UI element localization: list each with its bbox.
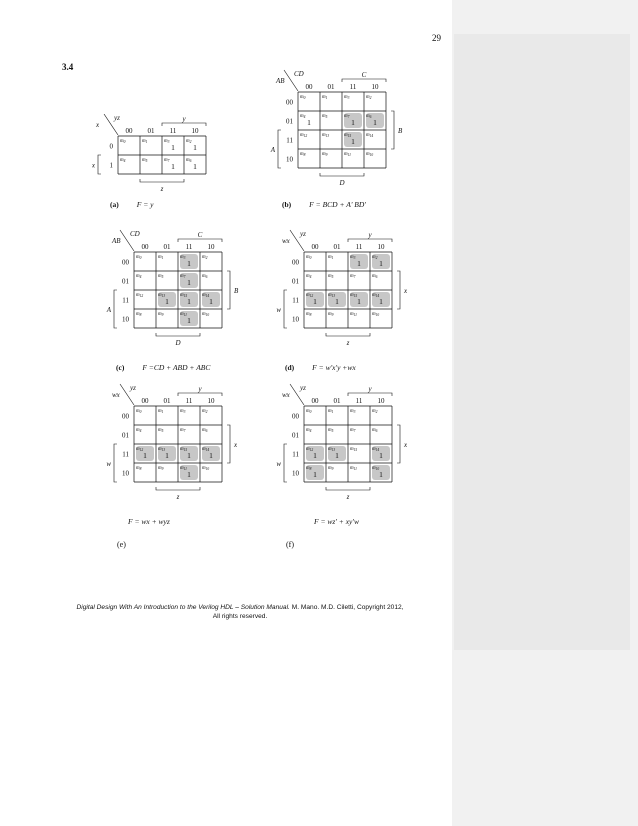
caption-d (285, 363, 356, 372)
kmap-col-header: 00 (311, 243, 319, 251)
kmap-top-brace-label: C (361, 71, 367, 79)
kmap-cell-value: 1 (171, 143, 175, 152)
kmap-col-header: 01 (333, 243, 341, 251)
kmap-cell-value: 1 (351, 118, 355, 127)
kmap-col-header: 00 (141, 397, 149, 405)
kmap-cell-value: 1 (143, 451, 147, 460)
kmap-minterm-label: $m_{15}$ (180, 293, 188, 299)
kmap-row-var: wx (282, 391, 290, 399)
kmap-row-header: 10 (122, 315, 129, 324)
kmap-minterm-label: $m_0$ (136, 409, 142, 415)
kmap-col-header: 00 (305, 83, 313, 91)
kmap-row-header: 00 (122, 258, 129, 267)
kmap-minterm-label: $m_0$ (300, 95, 306, 101)
kmap-minterm-label: $m_{10}$ (202, 466, 210, 472)
footer-authors: M. Mano. M.D. Ciletti, Copyright 2012, (289, 604, 404, 611)
kmap-cell-value: 1 (171, 162, 175, 171)
kmap-cell-value: 1 (209, 297, 213, 306)
kmap-bottom-brace (326, 333, 370, 336)
kmap-minterm-label: $m_5$ (328, 274, 334, 280)
kmap-col-var: CD (294, 70, 304, 78)
kmap-minterm-label: $m_2$ (186, 139, 192, 145)
kmap-cell-value: 1 (351, 137, 355, 146)
kmap-row-header: 10 (286, 155, 293, 164)
kmap-right-brace (227, 271, 230, 309)
kmap-right-brace (397, 271, 400, 309)
kmap-col-header: 01 (163, 397, 171, 405)
kmap-minterm-label: $m_8$ (136, 312, 142, 318)
kmap-minterm-label: $m_7$ (180, 274, 186, 280)
kmap-col-header: 10 (207, 243, 215, 251)
kmap-minterm-label: $m_{13}$ (328, 293, 336, 299)
kmap-minterm-label: $m_{11}$ (180, 312, 187, 318)
kmap-row-header: 11 (286, 136, 293, 145)
kmap-minterm-label: $m_5$ (322, 114, 328, 120)
caption-b-label: (b) (282, 200, 292, 209)
kmap-top-brace (342, 79, 386, 82)
kmap-f (268, 382, 418, 514)
kmap-minterm-label: $m_9$ (322, 152, 328, 158)
kmap-top-brace-label: y (182, 115, 186, 123)
kmap-row-var: x (96, 121, 100, 129)
kmap-minterm-label: $m_{10}$ (372, 312, 380, 318)
kmap-minterm-label: $m_7$ (164, 158, 170, 164)
kmap-cell-value: 1 (379, 297, 383, 306)
kmap-row-header: 10 (122, 469, 129, 478)
kmap-cell-value: 1 (335, 451, 339, 460)
kmap-cell-value: 1 (193, 162, 197, 171)
kmap-b (262, 68, 412, 200)
kmap-bottom-brace (140, 179, 184, 182)
kmap-minterm-label: $m_{12}$ (136, 447, 144, 453)
kmap-minterm-label: $m_2$ (366, 95, 372, 101)
kmap-minterm-label: $m_{10}$ (202, 312, 210, 318)
kmap-minterm-label: $m_1$ (328, 409, 334, 415)
kmap-row-header: 1 (109, 161, 113, 170)
kmap-cell-value: 1 (335, 297, 339, 306)
footer-rights: All rights reserved. (212, 613, 268, 620)
kmap-row-header: 11 (292, 296, 299, 305)
kmap-minterm-label: $m_1$ (322, 95, 328, 101)
kmap-bottom-brace (156, 333, 200, 336)
kmap-bottom-brace-label: z (346, 493, 350, 501)
kmap-col-var: yz (130, 384, 136, 392)
kmap-row-var: AB (276, 77, 285, 85)
kmap-cell-value: 1 (187, 278, 191, 287)
kmap-minterm-label: $m_6$ (372, 274, 378, 280)
kmap-e (98, 382, 248, 514)
caption-c (116, 363, 210, 372)
kmap-col-header: 11 (349, 83, 357, 91)
kmap-minterm-label: $m_{12}$ (306, 447, 314, 453)
kmap-minterm-label: $m_1$ (142, 139, 148, 145)
kmap-left-brace-label: w (276, 460, 281, 468)
kmap-bottom-brace-label: D (175, 339, 181, 347)
kmap-cell-value: 1 (373, 118, 377, 127)
kmap-col-header: 01 (163, 243, 171, 251)
kmap-minterm-label: $m_{14}$ (372, 293, 380, 299)
kmap-bottom-brace (326, 487, 370, 490)
kmap-minterm-label: $m_{13}$ (328, 447, 336, 453)
kmap-col-header: 11 (185, 397, 193, 405)
caption-a-label: (a) (110, 200, 119, 209)
kmap-col-var: yz (300, 230, 306, 238)
kmap-col-header: 01 (333, 397, 341, 405)
kmap-minterm-label: $m_3$ (350, 409, 356, 415)
comment-balloon[interactable] (454, 34, 630, 650)
kmap-minterm-label: $m_{13}$ (158, 447, 166, 453)
kmap-minterm-label: $m_{11}$ (344, 152, 351, 158)
comment-sidebar (452, 0, 638, 826)
kmap-row-header: 00 (292, 412, 299, 421)
kmap-bottom-brace-label: D (339, 179, 345, 187)
kmap-minterm-label: $m_8$ (306, 312, 312, 318)
kmap-left-brace-label: w (276, 306, 281, 314)
kmap-minterm-label: $m_{13}$ (158, 293, 166, 299)
caption-a-function: F = y (136, 200, 154, 209)
kmap-top-brace-label: y (368, 231, 372, 239)
kmap-minterm-label: $m_6$ (186, 158, 192, 164)
kmap-cell-value: 1 (307, 118, 311, 127)
kmap-row-var: wx (282, 237, 290, 245)
kmap-cell-value: 1 (313, 451, 317, 460)
kmap-row-header: 01 (292, 277, 299, 286)
kmap-col-header: 00 (125, 127, 133, 135)
kmap-cell-value: 1 (187, 470, 191, 479)
kmap-cell-value: 1 (313, 470, 317, 479)
kmap-row-header: 01 (292, 431, 299, 440)
kmap-left-brace-label: A (270, 146, 275, 154)
kmap-minterm-label: $m_2$ (372, 255, 378, 261)
kmap-top-brace (162, 123, 206, 126)
kmap-cell-value: 1 (209, 451, 213, 460)
kmap-minterm-label: $m_{12}$ (306, 293, 314, 299)
kmap-minterm-label: $m_0$ (136, 255, 142, 261)
kmap-minterm-label: $m_4$ (306, 274, 312, 280)
kmap-top-brace-label: y (368, 385, 372, 393)
kmap-top-brace (178, 393, 222, 396)
kmap-minterm-label: $m_0$ (120, 139, 126, 145)
kmap-minterm-label: $m_4$ (306, 428, 312, 434)
caption-f-function-text: F = wz' + xy'w (314, 517, 359, 526)
kmap-minterm-label: $m_{10}$ (372, 466, 380, 472)
kmap-minterm-label: $m_4$ (300, 114, 306, 120)
kmap-minterm-label: $m_{15}$ (344, 133, 352, 139)
kmap-minterm-label: $m_9$ (158, 312, 164, 318)
kmap-minterm-label: $m_1$ (158, 255, 164, 261)
kmap-col-header: 10 (377, 243, 385, 251)
kmap-left-brace (284, 290, 287, 328)
kmap-col-header: 11 (185, 243, 193, 251)
kmap-a (92, 114, 222, 200)
kmap-minterm-label: $m_4$ (136, 274, 142, 280)
kmap-left-brace-label: x (92, 161, 95, 170)
kmap-row-header: 10 (292, 469, 299, 478)
kmap-minterm-label: $m_7$ (180, 428, 186, 434)
kmap-minterm-label: $m_5$ (158, 274, 164, 280)
kmap-row-header: 11 (122, 450, 129, 459)
kmap-row-header: 11 (122, 296, 129, 305)
kmap-col-header: 01 (147, 127, 155, 135)
kmap-col-header: 11 (355, 243, 363, 251)
kmap-minterm-label: $m_0$ (306, 409, 312, 415)
kmap-bottom-brace-label: z (176, 493, 180, 501)
kmap-right-brace-label: x (234, 441, 238, 449)
kmap-d (268, 228, 418, 360)
kmap-minterm-label: $m_{12}$ (136, 293, 144, 299)
caption-e-label: (e) (117, 540, 126, 549)
kmap-minterm-label: $m_6$ (202, 428, 208, 434)
kmap-cell-value: 1 (187, 316, 191, 325)
kmap-cell-value: 1 (165, 297, 169, 306)
kmap-right-brace (227, 425, 230, 463)
kmap-right-brace (391, 111, 394, 149)
kmap-minterm-label: $m_2$ (202, 255, 208, 261)
kmap-left-brace-label: w (106, 460, 111, 468)
kmap-col-var: CD (130, 230, 140, 238)
kmap-cell-value: 1 (379, 470, 383, 479)
kmap-col-header: 10 (191, 127, 199, 135)
kmap-top-brace (348, 393, 392, 396)
kmap-row-header: 01 (122, 431, 129, 440)
kmap-minterm-label: $m_2$ (202, 409, 208, 415)
kmap-minterm-label: $m_8$ (300, 152, 306, 158)
caption-e-function-text: F = wx + wyz (128, 517, 170, 526)
section-number: 3.4 (62, 62, 74, 72)
kmap-col-header: 11 (355, 397, 363, 405)
kmap-row-header: 00 (122, 412, 129, 421)
kmap-left-brace (278, 130, 281, 168)
kmap-row-header: 10 (292, 315, 299, 324)
kmap-col-header: 01 (327, 83, 335, 91)
kmap-cell-value: 1 (187, 259, 191, 268)
kmap-minterm-label: $m_5$ (158, 428, 164, 434)
kmap-col-header: 10 (377, 397, 385, 405)
kmap-cell-value: 1 (193, 143, 197, 152)
kmap-col-header: 00 (311, 397, 319, 405)
kmap-minterm-label: $m_8$ (136, 466, 142, 472)
kmap-col-var: yz (300, 384, 306, 392)
caption-e-function (128, 517, 170, 526)
kmap-minterm-label: $m_2$ (372, 409, 378, 415)
kmap-top-brace-label: y (198, 385, 202, 393)
footer-title: Digital Design With An Introduction to the Verilog HDL – Solution Manual. (76, 604, 290, 611)
kmap-cell-value: 1 (313, 297, 317, 306)
kmap-row-header: 01 (122, 277, 129, 286)
kmap-right-brace-label: x (404, 441, 408, 449)
kmap-minterm-label: $m_8$ (306, 466, 312, 472)
kmap-left-brace (284, 444, 287, 482)
kmap-cell-value: 1 (357, 297, 361, 306)
kmap-minterm-label: $m_5$ (142, 158, 148, 164)
kmap-c (98, 228, 248, 360)
kmap-row-header: 01 (286, 117, 293, 126)
caption-b (282, 200, 366, 209)
kmap-col-header: 10 (371, 83, 379, 91)
kmap-cell-value: 1 (187, 297, 191, 306)
kmap-top-brace (178, 239, 222, 242)
kmap-left-brace (114, 290, 117, 328)
kmap-minterm-label: $m_{15}$ (180, 447, 188, 453)
kmap-top-brace (348, 239, 392, 242)
kmap-minterm-label: $m_9$ (158, 466, 164, 472)
kmap-right-brace (397, 425, 400, 463)
kmap-minterm-label: $m_{13}$ (322, 133, 330, 139)
kmap-minterm-label: $m_7$ (350, 428, 356, 434)
kmap-minterm-label: $m_6$ (372, 428, 378, 434)
kmap-bottom-brace-label: z (160, 185, 164, 193)
kmap-row-header: 00 (292, 258, 299, 267)
caption-f-label: (f) (286, 540, 294, 549)
kmap-col-header: 00 (141, 243, 149, 251)
kmap-minterm-label: $m_{10}$ (366, 152, 374, 158)
caption-d-function: F = w'x'y +wx (312, 363, 356, 372)
kmap-minterm-label: $m_0$ (306, 255, 312, 261)
kmap-left-brace (114, 444, 117, 482)
kmap-row-header: 0 (109, 142, 113, 151)
kmap-minterm-label: $m_3$ (344, 95, 350, 101)
kmap-minterm-label: $m_9$ (328, 466, 334, 472)
kmap-bottom-brace (320, 173, 364, 176)
kmap-cell-value: 1 (357, 259, 361, 268)
kmap-bottom-brace (156, 487, 200, 490)
kmap-minterm-label: $m_{14}$ (372, 447, 380, 453)
kmap-minterm-label: $m_{15}$ (350, 447, 358, 453)
caption-c-function: F =CD + ABD + ABC (142, 363, 211, 372)
kmap-left-brace (98, 155, 101, 174)
kmap-minterm-label: $m_3$ (180, 409, 186, 415)
caption-c-label: (c) (116, 363, 125, 372)
kmap-minterm-label: $m_4$ (136, 428, 142, 434)
kmap-minterm-label: $m_9$ (328, 312, 334, 318)
kmap-minterm-label: $m_1$ (158, 409, 164, 415)
kmap-right-brace-label: x (404, 287, 408, 295)
kmap-minterm-label: $m_4$ (120, 158, 126, 164)
kmap-minterm-label: $m_1$ (328, 255, 334, 261)
kmap-minterm-label: $m_{14}$ (202, 293, 210, 299)
kmap-col-header: 10 (207, 397, 215, 405)
kmap-minterm-label: $m_7$ (350, 274, 356, 280)
kmap-minterm-label: $m_{15}$ (350, 293, 358, 299)
kmap-left-brace-label: A (106, 306, 111, 314)
page-number: 29 (432, 33, 441, 43)
kmap-minterm-label: $m_6$ (202, 274, 208, 280)
kmap-cell-value: 1 (379, 451, 383, 460)
kmap-top-brace-label: C (197, 231, 203, 239)
kmap-row-header: 00 (286, 98, 293, 107)
kmap-col-var: yz (114, 114, 120, 122)
kmap-bottom-brace-label: z (346, 339, 350, 347)
kmap-minterm-label: $m_{12}$ (300, 133, 308, 139)
kmap-minterm-label: $m_{11}$ (180, 466, 187, 472)
kmap-minterm-label: $m_{14}$ (366, 133, 374, 139)
kmap-minterm-label: $m_3$ (350, 255, 356, 261)
kmap-minterm-label: $m_{11}$ (350, 466, 357, 472)
footer (20, 603, 460, 621)
kmap-cell-value: 1 (187, 451, 191, 460)
kmap-minterm-label: $m_6$ (366, 114, 372, 120)
kmap-minterm-label: $m_3$ (180, 255, 186, 261)
kmap-minterm-label: $m_7$ (344, 114, 350, 120)
caption-d-label: (d) (285, 363, 295, 372)
kmap-row-var: AB (112, 237, 121, 245)
caption-a (110, 200, 153, 209)
kmap-cell-value: 1 (379, 259, 383, 268)
kmap-minterm-label: $m_{11}$ (350, 312, 357, 318)
kmap-minterm-label: $m_{14}$ (202, 447, 210, 453)
kmap-minterm-label: $m_3$ (164, 139, 170, 145)
kmap-row-header: 11 (292, 450, 299, 459)
caption-b-function: F = BCD + A' BD' (309, 200, 366, 209)
kmap-right-brace-label: B (234, 287, 239, 295)
kmap-cell-value: 1 (165, 451, 169, 460)
kmap-row-var: wx (112, 391, 120, 399)
kmap-col-header: 11 (169, 127, 177, 135)
caption-f-function (314, 517, 359, 526)
kmap-minterm-label: $m_5$ (328, 428, 334, 434)
kmap-right-brace-label: B (398, 127, 403, 135)
